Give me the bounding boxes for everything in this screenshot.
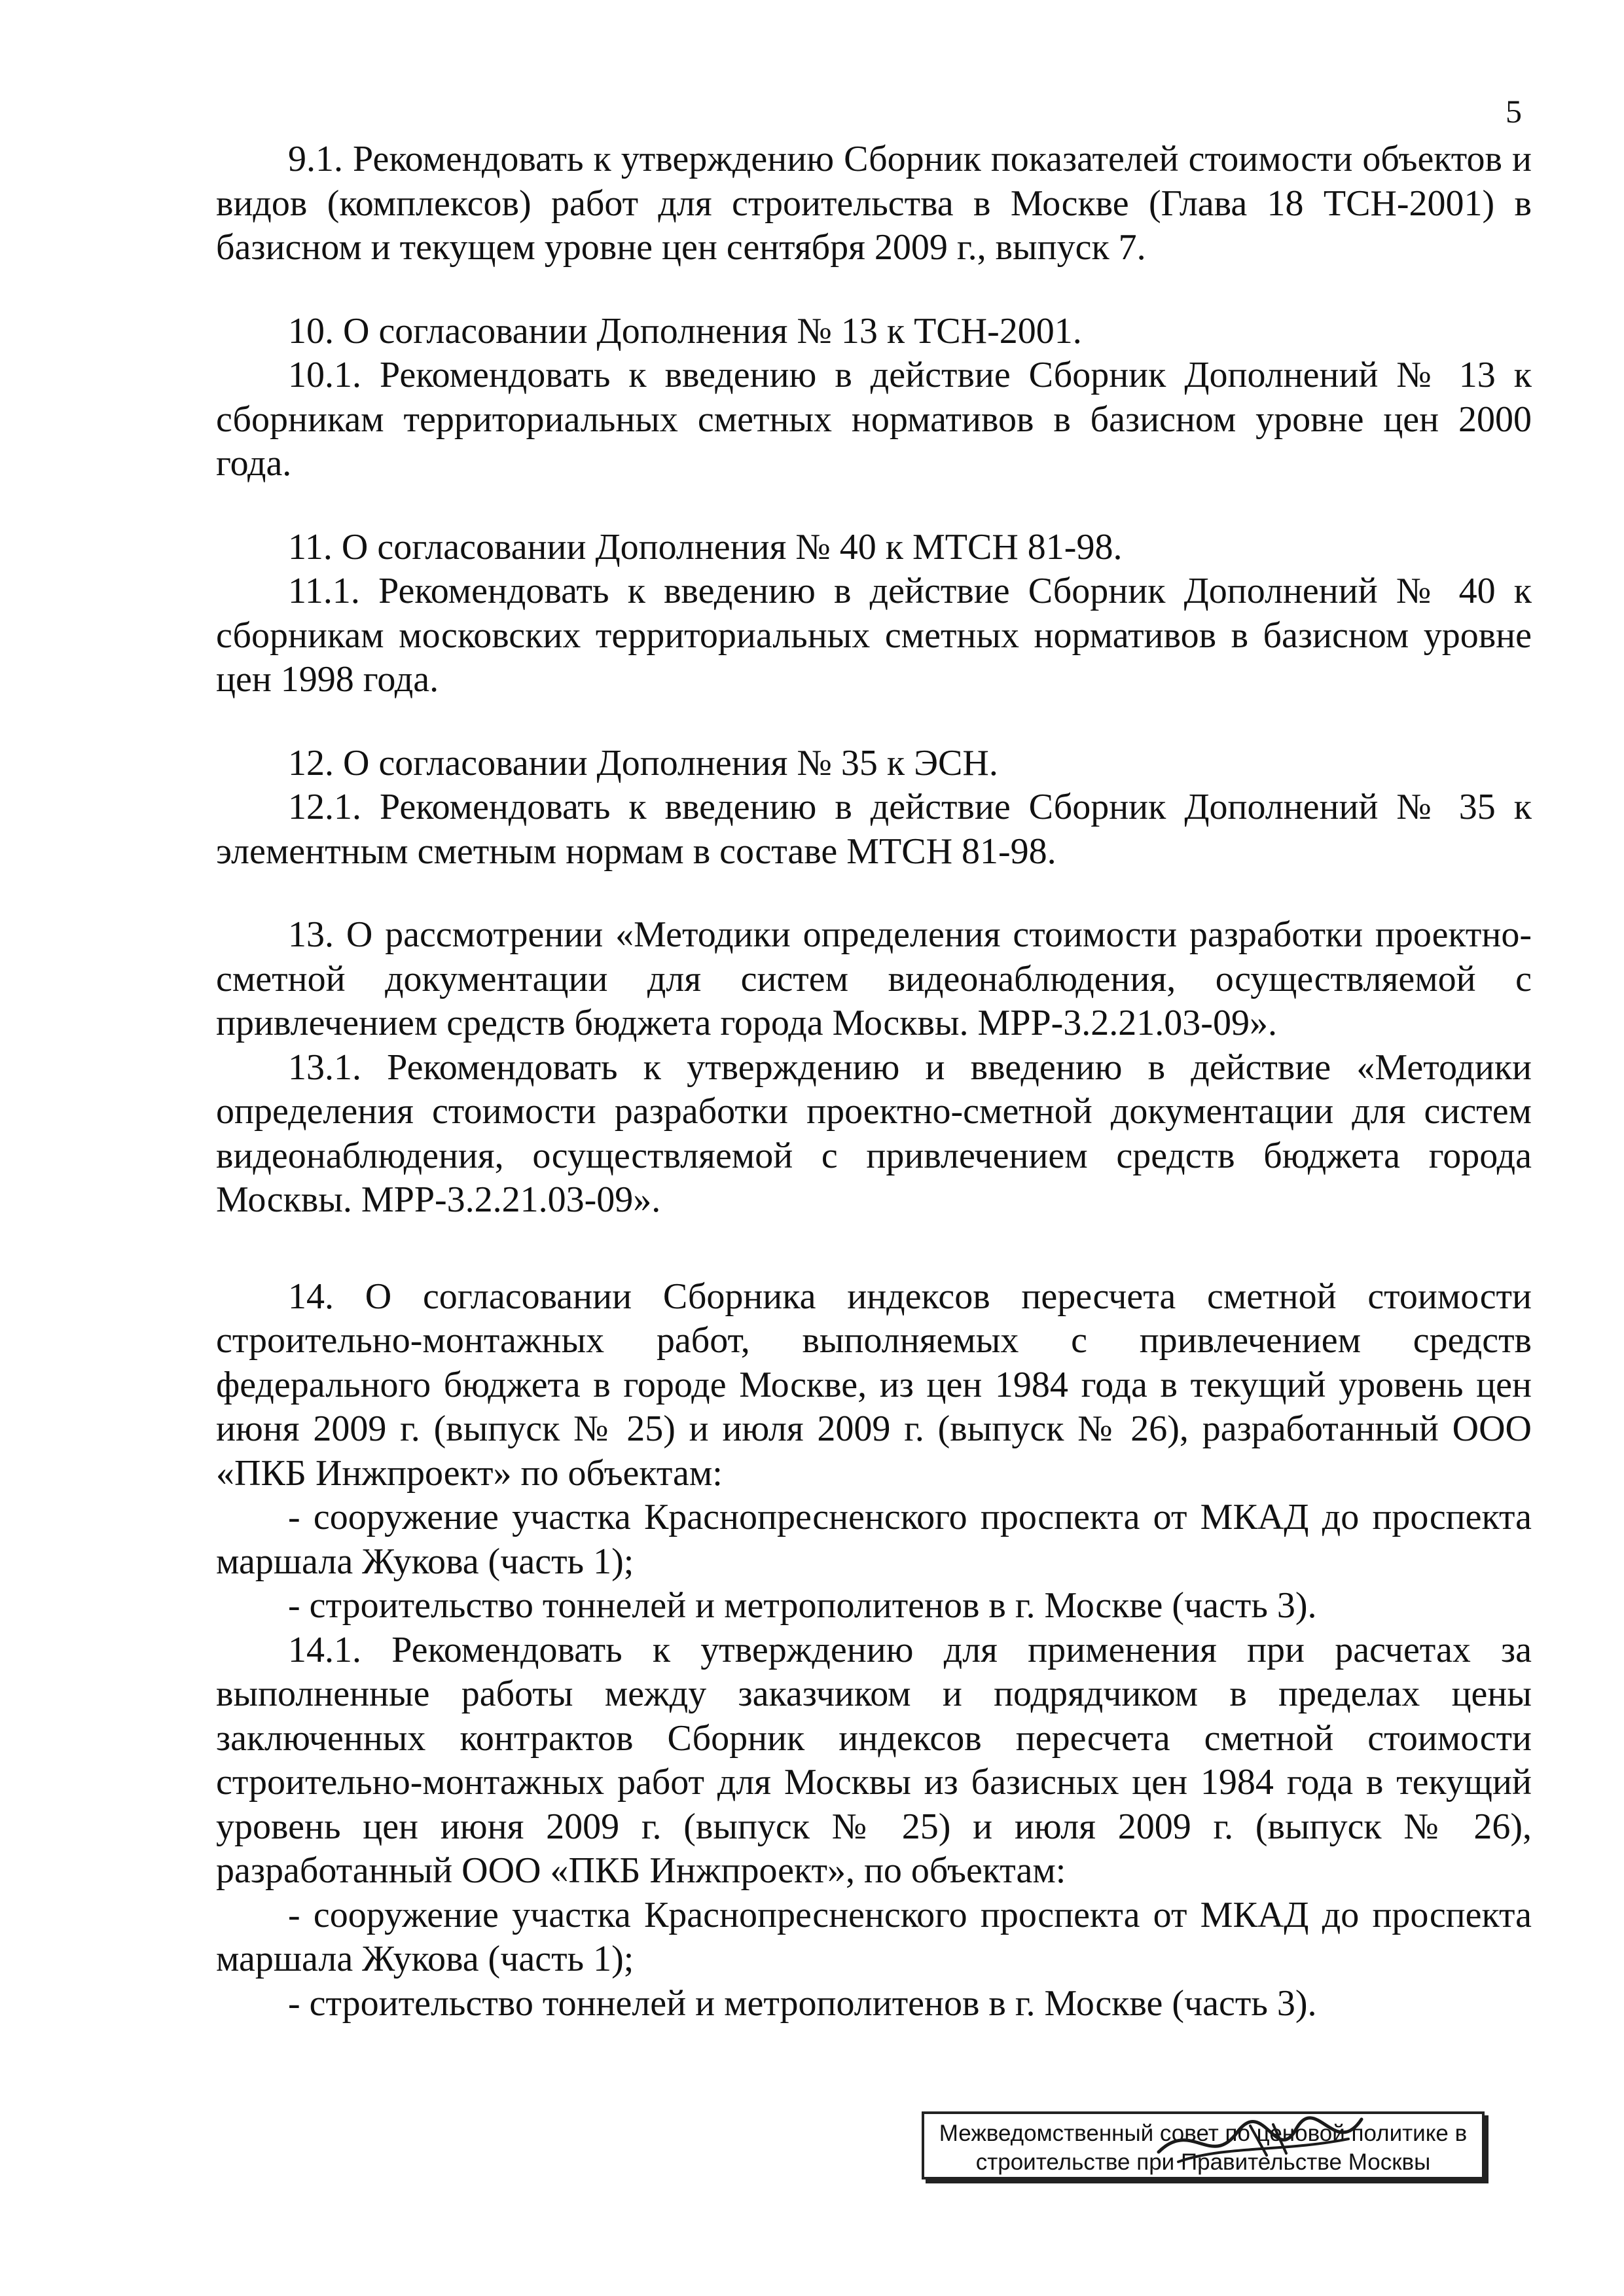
list-item-14-a: - сооружение участка Краснопресненского проспекта от МКАД до проспекта маршала Жукова (часть 1); [216,1497,1532,1582]
paragraph-11-1: 11.1. Рекомендовать к введению в действие Сборник Дополнений № 40 к сборникам московских территориальных сметных нормативов в базисном уровне цен 1998 года. [216,571,1532,700]
heading-item-10: 10. О согласовании Дополнения № 13 к ТСН-2001. [288,310,1082,351]
list-item-14-1-a: - сооружение участка Краснопресненского проспекта от МКАД до проспекта маршала Жукова (часть 1); [216,1894,1532,1979]
list-item-14-1-b: - строительство тоннелей и метрополитенов в г. Москве (часть 3). [288,1982,1317,2024]
heading-item-13: 13. О рассмотрении «Методики определения стоимости разработки проектно-сметной документации для систем видеонаблюдения, осуществляемой с привлечением средств бюджета города Москвы. МРР-3.2.21.03-09». [216,914,1532,1043]
paragraph-10-1: 10.1. Рекомендовать к введению в действие Сборник Дополнений № 13 к сборникам территориальных сметных нормативов в базисном уровне цен 2000 года. [216,355,1532,484]
paragraph-14-1: 14.1. Рекомендовать к утверждению для применения при расчетах за выполненные работы между заказчиком и подрядчиком в пределах цены заключенных контрактов Сборник индексов пересчета сметной стоимости строительно-монтажных работ для Москвы из базисных цен 1984 года в текущий уровень цен июня 2009 г. (выпуск № 25) и июля 2009 г. (выпуск № 26), разработанный ООО «ПКБ Инжпроект», по объектам: [216,1629,1532,1891]
handwritten-signature [1152,2106,1368,2178]
paragraph-13-1: 13.1. Рекомендовать к утверждению и введению в действие «Методики определения стоимости разработки проектно-сметной документации для систем видеонаблюдения, осуществляемой с привлечением средств бюджета города Москвы. МРР-3.2.21.03-09». [216,1047,1532,1220]
stamp-line-1: Межведомственный совет по ценовой политике в [939,2121,1468,2146]
heading-item-14: 14. О согласовании Сборника индексов пересчета сметной стоимости строительно-монтажных работ, выполняемых с привлечением средств федерального бюджета в городе Москве, из цен 1984 года в текущий уровень цен июня 2009 г. (выпуск № 25) и июля 2009 г. (выпуск № 26), разработанный ООО «ПКБ Инжпроект» по объектам: [216,1276,1532,1494]
page-number: 5 [1506,93,1522,130]
paragraph-9-1: 9.1. Рекомендовать к утверждению Сборник показателей стоимости объектов и видов (комплексов) работ для строительства в Москве (Глава 18 ТСН-2001) в базисном и текущем уровне цен сентября 2009 г., выпуск 7. [216,139,1532,268]
heading-item-11: 11. О согласовании Дополнения № 40 к МТСН 81-98. [288,526,1123,567]
stamp-line-2: строительстве при Правительстве Москвы [975,2149,1431,2175]
document-body [216,137,1532,2026]
paragraph-12-1: 12.1. Рекомендовать к введению в действие Сборник Дополнений № 35 к элементным сметным нормам в составе МТСН 81-98. [216,787,1532,872]
heading-item-12: 12. О согласовании Дополнения № 35 к ЭСН. [288,742,998,783]
list-item-14-b: - строительство тоннелей и метрополитенов в г. Москве (часть 3). [288,1585,1317,1626]
